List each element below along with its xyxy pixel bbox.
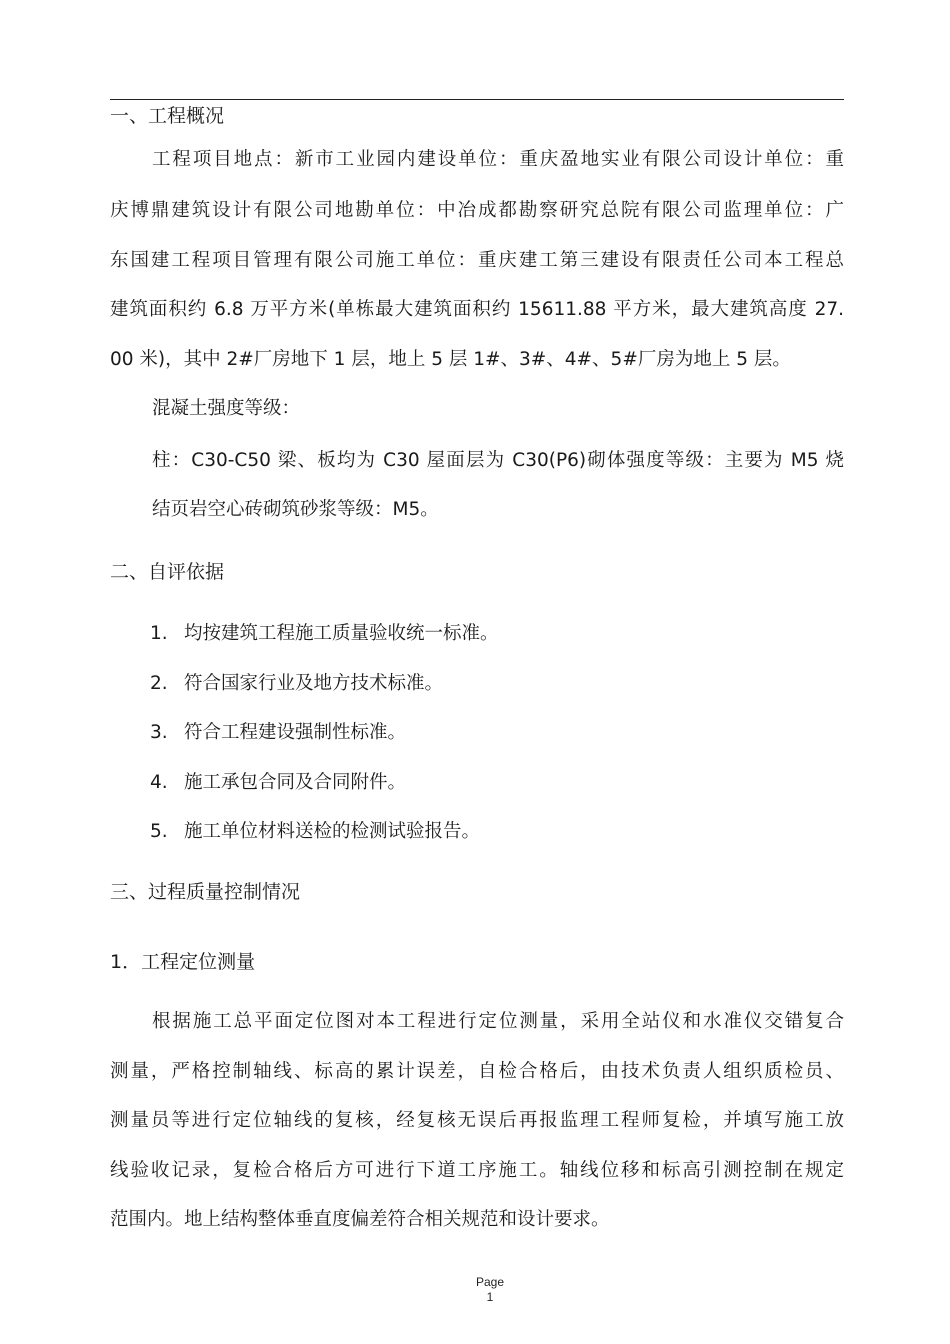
positioning-paragraph-line: 根据施工总平面定位图对本工程进行定位测量，采用全站仪和水准仪交错复合 [152,1011,844,1032]
list-item [150,771,406,795]
overview-paragraph-line: 庆博鼎建筑设计有限公司地勘单位：中冶成都勘察研究总院有限公司监理单位：广 [110,200,844,221]
section-heading-process-control: 三、过程质量控制情况 [110,881,301,903]
section-heading-basis: 二、自评依据 [110,561,225,583]
list-item-text: 施工单位材料送检的检测试验报告。 [184,821,481,842]
list-item-text: 施工承包合同及合同附件。 [184,772,407,793]
concrete-grade-line: 结页岩空心砖砌筑砂浆等级：M5。 [152,499,439,520]
list-item [150,820,480,844]
page-number: 1 [486,1290,494,1304]
list-item-number: 2. [150,673,168,694]
concrete-grade-heading: 混凝土强度等级： [152,398,301,419]
subsection-heading-positioning: 1．工程定位测量 [110,951,256,973]
concrete-grade-line: 柱：C30-C50 梁、板均为 C30 屋面层为 C30(P6)砌体强度等级：主要为 M5 烧 [152,450,844,471]
overview-paragraph-line: 00 米)，其中 2#厂房地下 1 层，地上 5 层 1#、3#、4#、5#厂房为地上 5 层。 [110,349,791,370]
section-heading-overview: 一、工程概况 [110,105,225,127]
positioning-paragraph-line: 测量员等进行定位轴线的复核，经复核无误后再报监理工程师复检，并填写施工放 [110,1110,844,1131]
list-item-number: 5. [150,821,168,842]
positioning-paragraph-line: 范围内。地上结构整体垂直度偏差符合相关规范和设计要求。 [110,1209,610,1230]
list-item [150,672,443,696]
header-rule [110,99,844,100]
list-item [150,721,406,745]
positioning-paragraph-line: 线验收记录，复检合格后方可进行下道工序施工。轴线位移和标高引测控制在规定 [110,1160,844,1181]
page-footer-label: Page [475,1275,505,1289]
positioning-paragraph-line: 测量，严格控制轴线、标高的累计误差，自检合格后，由技术负责人组织质检员、 [110,1061,844,1082]
list-item [150,622,499,646]
list-item-text: 符合工程建设强制性标准。 [184,722,407,743]
list-item-text: 符合国家行业及地方技术标准。 [184,673,444,694]
list-item-text: 均按建筑工程施工质量验收统一标准。 [184,623,499,644]
list-item-number: 4. [150,772,168,793]
overview-paragraph-line: 东国建工程项目管理有限公司施工单位：重庆建工第三建设有限责任公司本工程总 [110,250,844,271]
overview-paragraph-line: 工程项目地点：新市工业园内建设单位：重庆盈地实业有限公司设计单位：重 [152,149,844,170]
list-item-number: 3. [150,722,168,743]
overview-paragraph-line: 建筑面积约 6.8 万平方米(单栋最大建筑面积约 15611.88 平方米，最大建筑高度 27. [110,299,844,320]
list-item-number: 1. [150,623,168,644]
